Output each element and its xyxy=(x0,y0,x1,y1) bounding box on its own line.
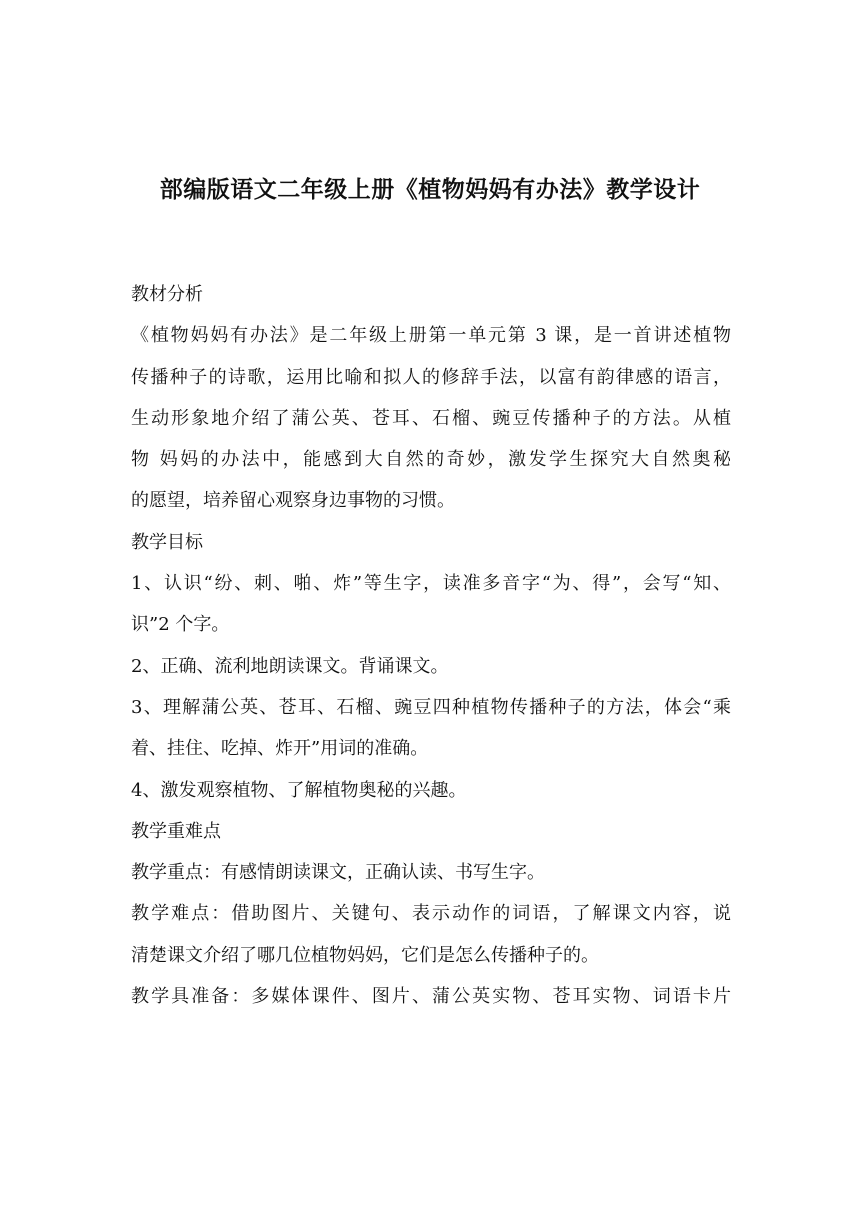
text-line: 教学目标 xyxy=(131,531,203,553)
text-line: 教学具准备：多媒体课件、图片、蒲公英实物、苍耳实物、词语卡片 xyxy=(131,986,731,1008)
document-body xyxy=(131,277,731,1020)
text-line: 教学重点：有感情朗读课文，正确认读、书写生字。 xyxy=(131,862,545,884)
text-line: 2、正确、流利地朗读课文。背诵课文。 xyxy=(131,655,449,677)
text-line: 教学重难点 xyxy=(131,820,221,842)
text-line: 物 妈妈的办法中，能感到大自然的奇妙，激发学生探究大自然奥秘 xyxy=(131,449,731,471)
text-line: 清楚课文介绍了哪几位植物妈妈，它们是怎么传播种子的。 xyxy=(131,944,599,966)
text-line: 教学难点：借助图片、关键句、表示动作的词语，了解课文内容，说 xyxy=(131,903,731,925)
text-line: 1、认识“纷、刺、啪、炸”等生字，读准多音字“为、得”，会写“知、 xyxy=(131,573,731,595)
text-line: 4、激发观察植物、了解植物奥秘的兴趣。 xyxy=(131,779,467,801)
text-line: 的愿望，培养留心观察身边事物的习惯。 xyxy=(131,490,455,512)
document-title: 部编版语文二年级上册《植物妈妈有办法》教学设计 xyxy=(159,177,701,203)
text-line: 传播种子的诗歌，运用比喻和拟人的修辞手法，以富有韵律感的语言， xyxy=(131,366,731,388)
text-line: 教材分析 xyxy=(131,284,203,305)
text-line: 3、理解蒲公英、苍耳、石榴、豌豆四种植物传播种子的方法，体会“乘 xyxy=(131,696,731,718)
text-line: 着、挂住、吃掉、炸开”用词的准确。 xyxy=(131,738,429,760)
text-line: 《植物妈妈有办法》是二年级上册第一单元第 3 课，是一首讲述植物 xyxy=(131,325,731,347)
text-line: 识”2 个字。 xyxy=(131,614,230,636)
text-line: 生动形象地介绍了蒲公英、苍耳、石榴、豌豆传播种子的方法。从植 xyxy=(131,407,731,429)
